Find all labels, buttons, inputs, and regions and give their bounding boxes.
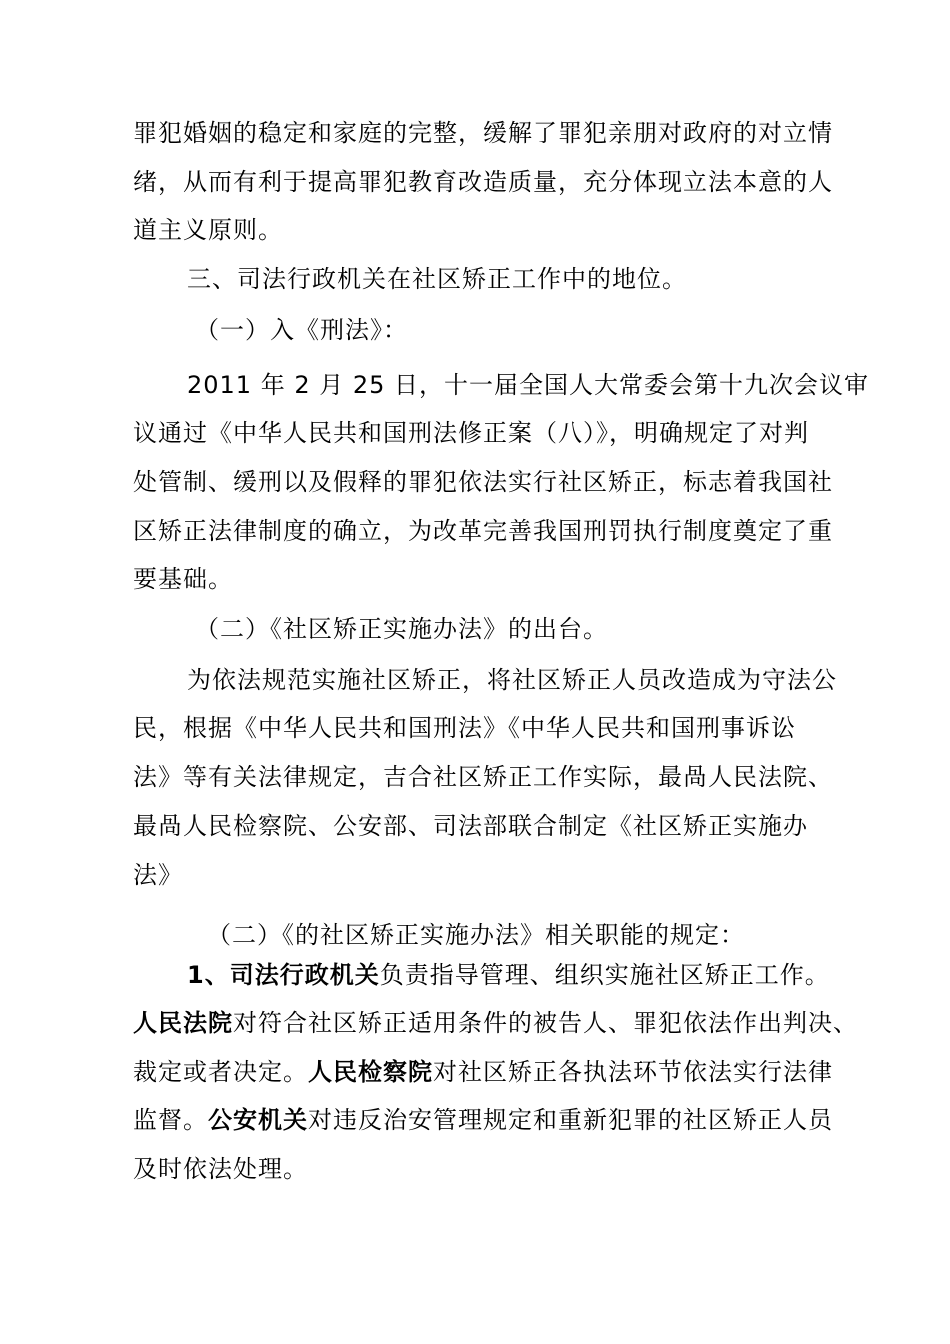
paragraph-line: 议通过《中华人民共和国刑法修正案（八）》，明确规定了对判 (133, 419, 809, 447)
duty-text: 监督。 (133, 1106, 208, 1134)
duty-line (133, 1103, 833, 1137)
paragraph-line: 绪，从而有利于提高罪犯教育改造质量，充分体现立法本意的人 (133, 168, 833, 196)
paragraph-line: 道主义原则。 (133, 216, 283, 244)
duty-line (133, 1055, 833, 1089)
paragraph-line: 处管制、缓刑以及假释的罪犯依法实行社区矫正，标志着我国社 (133, 468, 833, 496)
paragraph-line: 法》等有关法律规定，吉合社区矫正工作实际，最咼人民法院、 (133, 763, 833, 791)
paragraph-line: 民，根据《中华人民共和国刑法》《中华人民共和国刑事诉讼 (133, 714, 796, 742)
duty-text: 负责指导管理、组织实施社区矫正工作。 (379, 961, 830, 989)
duty-line (133, 1006, 858, 1040)
duty-text: 对社区矫正各执法环节依法实行法律 (433, 1058, 833, 1086)
paragraph-line: 区矫正法律制度的确立，为改革完善我国刑罚执行制度奠定了重 (133, 517, 833, 545)
duty-text: 对符合社区矫正适用条件的被告人、罪犯依法作出判决、 (233, 1009, 858, 1037)
subsection-heading: （二）《的社区矫正实施办法》相关职能的规定： (207, 921, 745, 949)
duty-text: 裁定或者决定。 (133, 1058, 308, 1086)
duty-agency: 人民检察院 (308, 1058, 433, 1086)
section-heading: 三、司法行政机关在社区矫正工作中的地位。 (187, 265, 687, 293)
duty-text: 对违反治安管理规定和重新犯罪的社区矫正人员 (308, 1106, 833, 1134)
duty-agency: 人民法院 (133, 1009, 233, 1037)
duty-line (187, 958, 887, 992)
subsection-heading: （二）《社区矫正实施办法》的出台。 (195, 615, 608, 643)
duty-agency: 1、司法行政机关 (187, 961, 380, 989)
paragraph-line: 为依法规范实施社区矫正，将社区矫正人员改造成为守法公 (187, 666, 837, 694)
paragraph-line: 罪犯婚姻的稳定和家庭的完整，缓解了罪犯亲朋对政府的对立情 (133, 119, 833, 147)
paragraph-line: 2011 年 2 月 25 日，十一届全国人大常委会第十九次会议审 (187, 371, 870, 399)
duty-agency: 公安机关 (208, 1106, 308, 1134)
paragraph-line: 最咼人民检察院、公安部、司法部联合制定《社区矫正实施办 (133, 812, 808, 840)
paragraph-line: 要基础。 (133, 565, 233, 593)
duty-line (133, 1152, 833, 1186)
paragraph-line: 法》 (133, 861, 183, 889)
duty-text: 及时依法处理。 (133, 1155, 308, 1183)
subsection-heading: （一）入《刑法》： (195, 316, 408, 344)
